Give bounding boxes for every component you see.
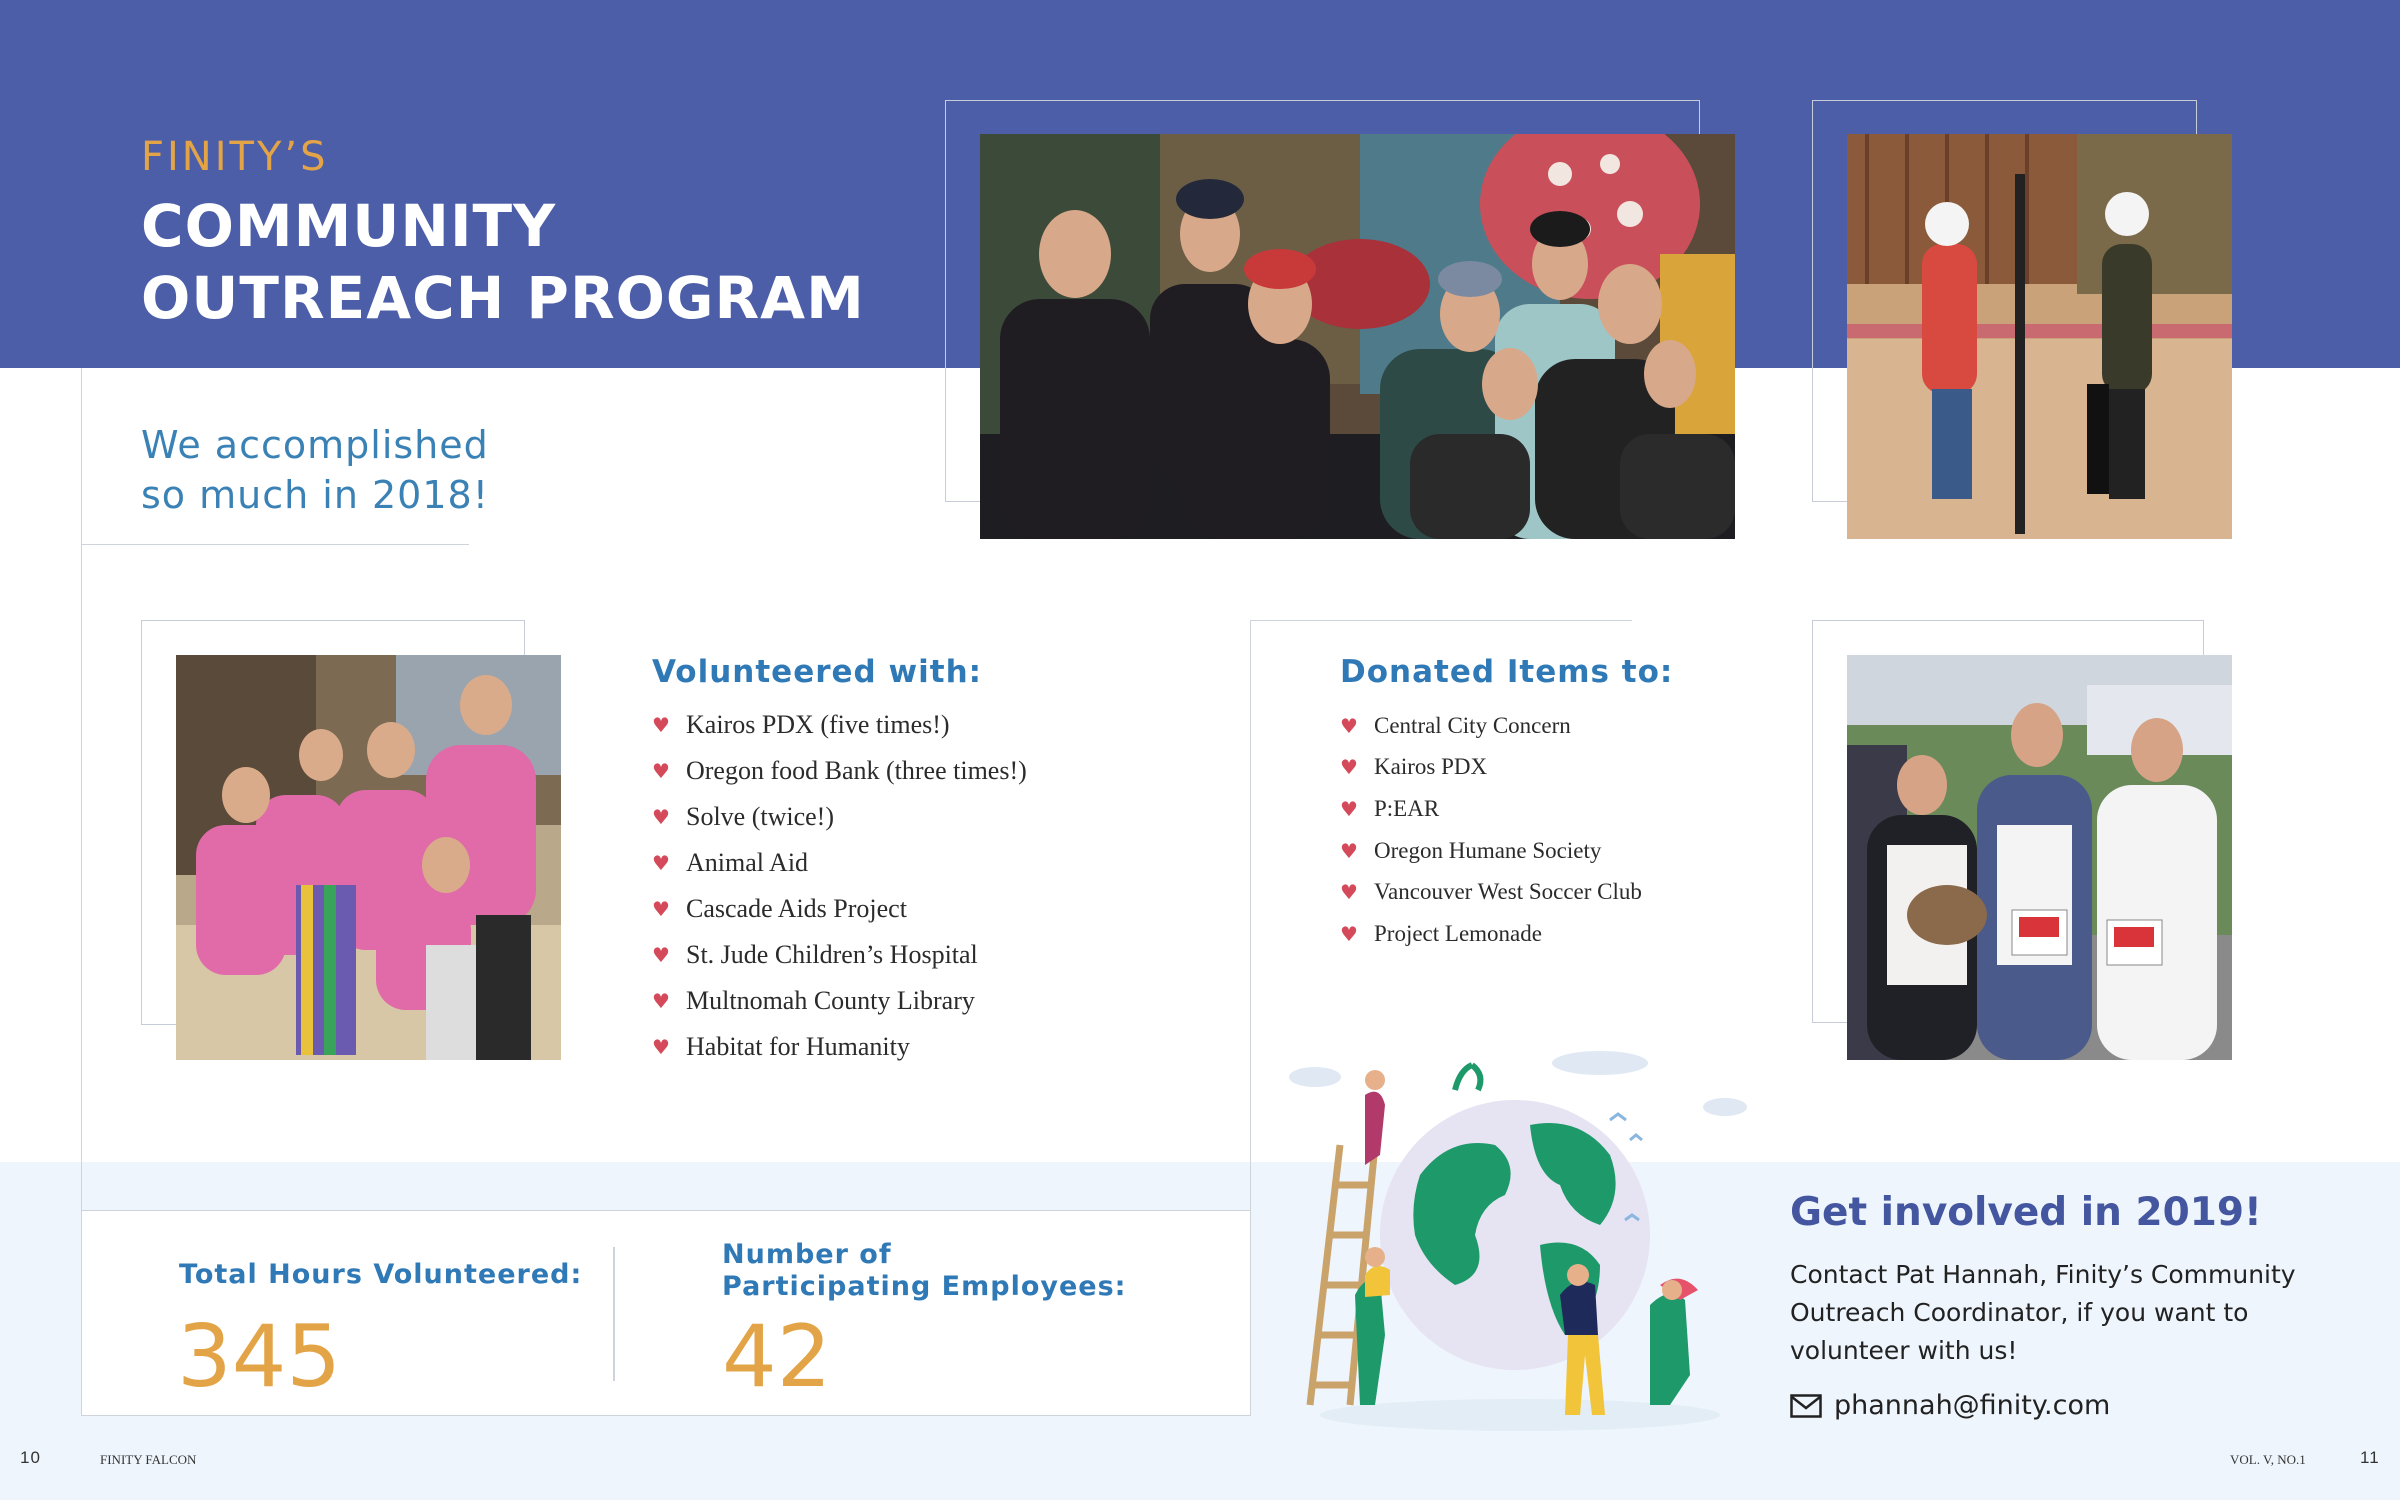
publication-name: FINITY FALCON: [100, 1452, 197, 1467]
heart-icon: ♥: [1340, 838, 1358, 863]
list-item: ♥ P:EAR: [1340, 795, 1440, 821]
list-item: ♥ Oregon food Bank (three times!): [652, 756, 1027, 785]
intro-line-1: We accomplished: [141, 423, 489, 467]
list-item: ♥ St. Jude Children’s Hospital: [652, 940, 978, 969]
volume-label: VOL. V, NO.1: [2230, 1452, 2306, 1467]
list-item: ♥ Kairos PDX (five times!): [652, 710, 950, 739]
heart-icon: ♥: [652, 851, 670, 875]
list-item: ♥ Oregon Humane Society: [1340, 837, 1602, 863]
employees-value: 42: [722, 1307, 832, 1407]
intro-subtitle: [141, 420, 489, 520]
heart-icon: ♥: [652, 805, 670, 829]
cta-body: Contact Pat Hannah, Finity’s Community Outreach Coordinator, if you want to volunteer with us!: [1790, 1260, 2296, 1365]
list-item: ♥ Central City Concern: [1340, 712, 1571, 738]
group-photo: [980, 134, 1735, 539]
email-link[interactable]: phannah@finity.com: [1834, 1390, 2111, 1421]
heart-icon: ♥: [652, 713, 670, 737]
heart-icon: ♥: [1340, 921, 1358, 946]
cta-heading: Get involved in 2019!: [1790, 1190, 2262, 1235]
donated-list: [1340, 705, 1780, 955]
title-line-1: COMMUNITY: [141, 192, 557, 260]
employees-label: [722, 1239, 1126, 1303]
construction-photo: [1847, 134, 2232, 539]
globe-illustration: [1280, 1035, 1760, 1435]
kicker-text: FINITY’S: [141, 134, 329, 180]
page-title: [141, 190, 865, 334]
intro-underline: [81, 544, 469, 545]
list-item: ♥ Solve (twice!): [652, 802, 835, 831]
list-item: ♥ Kairos PDX: [1340, 754, 1488, 780]
pink-shirts-photo: [176, 655, 561, 1060]
right-page-number: 11: [2360, 1448, 2380, 1467]
volunteered-list: [652, 702, 1172, 1070]
heart-icon: ♥: [652, 759, 670, 783]
heart-icon: ♥: [652, 1035, 670, 1059]
hours-value: 345: [177, 1307, 342, 1407]
stats-panel: [81, 1210, 1251, 1416]
intro-line-2: so much in 2018!: [141, 473, 489, 517]
employees-label-line-2: Participating Employees:: [722, 1271, 1127, 1302]
race-photo: [1847, 655, 2232, 1060]
email-contact[interactable]: [1790, 1390, 2110, 1421]
list-item: ♥ Multnomah County Library: [652, 986, 975, 1015]
donated-top-rule: [1250, 620, 1632, 621]
employees-label-line-1: Number of: [722, 1239, 892, 1270]
heart-icon: ♥: [1340, 880, 1358, 905]
heart-icon: ♥: [652, 943, 670, 967]
volunteered-heading: Volunteered with:: [652, 654, 983, 690]
list-item: ♥ Animal Aid: [652, 848, 809, 877]
list-item: ♥ Project Lemonade: [1340, 920, 1542, 946]
heart-icon: ♥: [1340, 796, 1358, 821]
list-item: ♥ Vancouver West Soccer Club: [1340, 879, 1642, 905]
donated-heading: Donated Items to:: [1340, 654, 1674, 690]
stats-divider: [613, 1247, 615, 1381]
heart-icon: ♥: [1340, 755, 1358, 780]
title-line-2: OUTREACH PROGRAM: [141, 264, 865, 332]
envelope-icon: [1790, 1394, 1822, 1418]
heart-icon: ♥: [652, 897, 670, 921]
list-item: ♥ Habitat for Humanity: [652, 1032, 910, 1061]
heart-icon: ♥: [1340, 713, 1358, 738]
hours-label: Total Hours Volunteered:: [179, 1259, 583, 1290]
list-item: ♥ Cascade Aids Project: [652, 894, 907, 923]
heart-icon: ♥: [652, 989, 670, 1013]
left-page-number: 10: [20, 1448, 41, 1467]
